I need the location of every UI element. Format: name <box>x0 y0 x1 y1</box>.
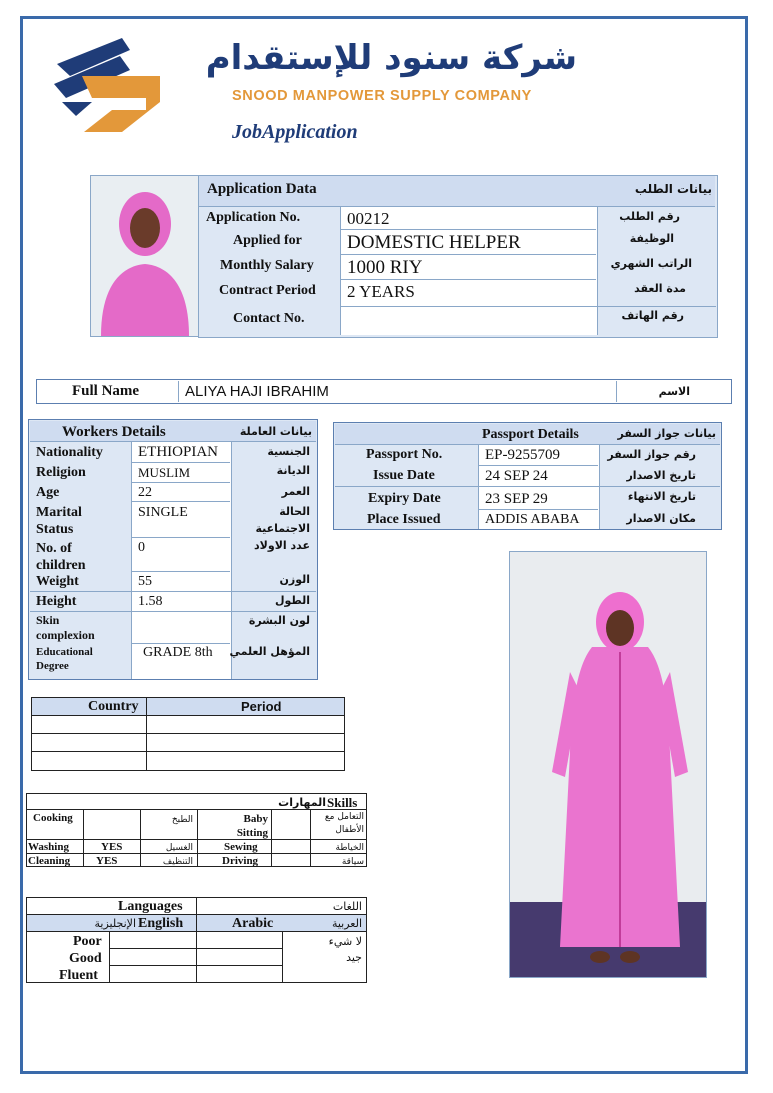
marital-status-label: Marital Status <box>36 505 82 537</box>
language-arabic-label: Arabic <box>232 916 274 931</box>
passport-header-en: Passport Details <box>482 427 579 442</box>
experience-country-header: Country <box>88 699 139 714</box>
applied-for-label: Applied for <box>233 233 302 248</box>
expiry-date-label: Expiry Date <box>368 491 441 506</box>
company-logo <box>52 36 162 136</box>
religion-label: Religion <box>36 465 86 480</box>
passport-no-label-ar: رقم جواز السفر <box>607 448 696 461</box>
weight-label-ar: الوزن <box>279 573 310 586</box>
issue-date-label-ar: تاريخ الاصدار <box>626 469 696 482</box>
language-level-good: Good <box>69 951 102 966</box>
place-issued-label: Place Issued <box>367 512 441 527</box>
religion-value: MUSLIM <box>138 465 191 480</box>
monthly-salary-label: Monthly Salary <box>220 258 314 273</box>
full-name-value: ALIYA HAJI IBRAHIM <box>185 383 329 400</box>
application-no-label-ar: رقم الطلب <box>619 210 680 223</box>
weight-value: 55 <box>138 574 152 589</box>
contract-period-label-ar: مدة العقد <box>634 282 686 295</box>
language-level-good-ar: جيد <box>346 951 362 964</box>
languages-header-ar: اللغات <box>332 900 362 913</box>
education-label-ar: المؤهل العلمي <box>229 645 310 658</box>
skill-washing-label: Washing <box>28 841 69 853</box>
children-label: No. of children <box>36 541 86 573</box>
place-issued-label-ar: مكان الاصدار <box>626 512 696 525</box>
skills-header-ar: المهارات <box>278 796 326 809</box>
skill-cleaning-label-ar: التنظيف <box>162 857 193 867</box>
skill-sewing-label: Sewing <box>224 841 258 853</box>
workers-header-en: Workers Details <box>62 424 166 440</box>
issue-date-value: 24 SEP 24 <box>485 468 548 484</box>
contact-no-label: Contact No. <box>233 311 305 326</box>
skill-driving-label-ar: سياقة <box>341 857 364 867</box>
height-label-ar: الطول <box>274 594 310 607</box>
applicant-portrait <box>90 175 200 337</box>
place-issued-value: ADDIS ABABA <box>485 512 580 527</box>
skill-cooking-label-ar: الطبخ <box>171 815 193 825</box>
skill-cleaning-value: YES <box>96 855 118 867</box>
contact-no-label-ar: رقم الهاتف <box>621 309 684 322</box>
age-label: Age <box>36 485 60 500</box>
application-no-value: 00212 <box>347 209 390 228</box>
skill-babysitting-label: Baby Sitting <box>236 813 268 839</box>
language-level-poor-ar: لا شيء <box>328 935 362 948</box>
monthly-salary-label-ar: الراتب الشهري <box>610 257 692 270</box>
language-level-fluent: Fluent <box>59 968 98 983</box>
education-value: GRADE 8th <box>143 645 213 660</box>
application-header-en: Application Data <box>207 181 317 197</box>
issue-date-label: Issue Date <box>373 468 435 483</box>
company-name-arabic: شركة سنود للإستقدام <box>205 38 577 78</box>
expiry-date-value: 23 SEP 29 <box>485 491 548 507</box>
skill-washing-label-ar: الغسيل <box>165 843 193 853</box>
full-name-label-ar: الاسم <box>658 385 690 398</box>
passport-no-label: Passport No. <box>366 447 443 462</box>
language-level-poor: Poor <box>73 934 102 949</box>
nationality-label-ar: الجنسية <box>267 445 310 458</box>
passport-no-value: EP-9255709 <box>485 447 560 463</box>
passport-header-ar: بيانات جواز السفر <box>617 427 716 440</box>
contract-period-label: Contract Period <box>219 283 316 298</box>
children-value: 0 <box>138 540 145 555</box>
languages-header: Languages <box>118 899 183 914</box>
skill-cleaning-label: Cleaning <box>28 855 71 867</box>
weight-label: Weight <box>36 574 79 589</box>
age-label-ar: العمر <box>281 485 310 498</box>
marital-status-label-ar: الحالة الاجتماعية <box>255 505 310 535</box>
children-label-ar: عدد الاولاد <box>254 539 310 552</box>
skill-babysitting-label-ar: التعامل مع الأطفال <box>324 812 364 835</box>
application-header-ar: بيانات الطلب <box>634 182 712 196</box>
education-label: Educational Degree <box>36 646 93 672</box>
contract-period-value: 2 YEARS <box>347 282 415 301</box>
monthly-salary-value: 1000 RIY <box>347 257 423 278</box>
applied-for-label-ar: الوظيفة <box>629 232 674 245</box>
language-english-label-ar: الإنجليزية <box>94 917 136 930</box>
skill-sewing-label-ar: الخياطة <box>335 843 364 853</box>
expiry-date-label-ar: تاريخ الانتهاء <box>627 490 696 503</box>
skill-driving-label: Driving <box>222 855 259 867</box>
language-english-label: English <box>138 916 184 931</box>
skill-washing-value: YES <box>101 841 123 853</box>
experience-period-header: Period <box>241 699 282 714</box>
height-label: Height <box>36 594 77 609</box>
skin-complexion-label-ar: لون البشرة <box>248 614 310 627</box>
document-title: JobApplication <box>232 121 358 143</box>
language-arabic-label-ar: العربية <box>331 917 362 930</box>
height-value: 1.58 <box>138 594 163 609</box>
nationality-label: Nationality <box>36 445 103 460</box>
applicant-full-photo <box>509 551 707 978</box>
nationality-value: ETHIOPIAN <box>138 444 218 460</box>
skin-complexion-label: Skin complexion <box>36 613 95 642</box>
age-value: 22 <box>138 485 152 500</box>
skill-cooking-label: Cooking <box>33 812 73 824</box>
applied-for-value: DOMESTIC HELPER <box>347 232 521 253</box>
full-name-label: Full Name <box>72 383 140 399</box>
workers-header-ar: بيانات العاملة <box>239 425 312 438</box>
application-no-label: Application No. <box>206 210 301 225</box>
marital-status-value: SINGLE <box>138 505 188 520</box>
company-name-english: SNOOD MANPOWER SUPPLY COMPANY <box>232 88 532 104</box>
skills-header: Skills <box>327 795 358 810</box>
religion-label-ar: الديانة <box>276 464 310 477</box>
